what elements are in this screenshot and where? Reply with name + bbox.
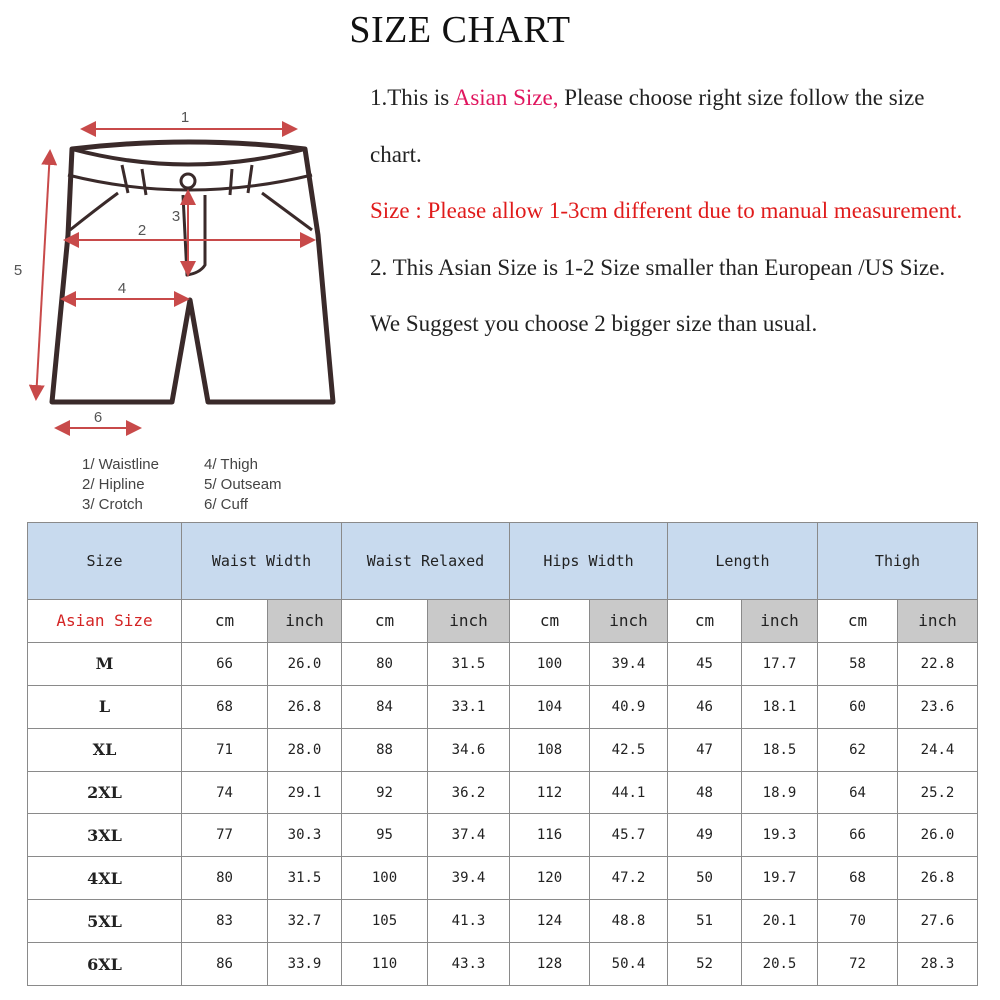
size-rows (28, 643, 978, 986)
cell-length-cm: 52 (668, 943, 742, 986)
cell-length-inch: 18.5 (742, 728, 818, 771)
note-size-suggestion: 2. This Asian Size is 1-2 Size smaller than European /US Size. We Suggest you choose 2 bigger size than usual. (370, 254, 946, 336)
cell-thigh-cm: 58 (818, 643, 898, 686)
legend-outseam: 5/ Outseam (204, 476, 282, 493)
table-row (28, 814, 978, 857)
cell-hips-width-inch: 39.4 (590, 643, 668, 686)
cell-hips-width-inch: 48.8 (590, 900, 668, 943)
note-asian-size (370, 70, 970, 183)
cell-thigh-cm: 62 (818, 728, 898, 771)
cell-hips-width-inch: 50.4 (590, 943, 668, 986)
marker-4: 4 (117, 280, 127, 297)
table-row (28, 771, 978, 814)
header-row (28, 523, 978, 600)
cell-waist-width-cm: 68 (182, 685, 268, 728)
unit-cm: cm (668, 599, 742, 642)
unit-inch: inch (898, 599, 978, 642)
legend-waistline: 1/ Waistline (82, 456, 159, 473)
cell-length-cm: 45 (668, 643, 742, 686)
legend-col-right (204, 455, 282, 515)
cell-waist-relaxed-cm: 95 (342, 814, 428, 857)
cell-waist-width-cm: 80 (182, 857, 268, 900)
cell-hips-width-cm: 112 (510, 771, 590, 814)
cell-waist-relaxed-cm: 92 (342, 771, 428, 814)
marker-3: 3 (171, 208, 181, 225)
cell-waist-relaxed-inch: 37.4 (428, 814, 510, 857)
size-table (27, 522, 978, 986)
cell-thigh-inch: 28.3 (898, 943, 978, 986)
cell-hips-width-cm: 108 (510, 728, 590, 771)
marker-5: 5 (13, 262, 23, 279)
cell-thigh-inch: 22.8 (898, 643, 978, 686)
cell-hips-width-inch: 42.5 (590, 728, 668, 771)
shorts-diagram (0, 95, 340, 520)
marker-1: 1 (180, 109, 190, 126)
cell-size: L (28, 685, 182, 728)
cell-hips-width-cm: 120 (510, 857, 590, 900)
cell-waist-relaxed-cm: 105 (342, 900, 428, 943)
header-length: Length (668, 523, 818, 600)
cell-thigh-cm: 64 (818, 771, 898, 814)
cell-length-inch: 20.5 (742, 943, 818, 986)
cell-hips-width-inch: 40.9 (590, 685, 668, 728)
note-text: 1.This is (370, 85, 454, 110)
note-text: Please choose right size follow the size chart. (370, 85, 925, 167)
cell-waist-relaxed-cm: 84 (342, 685, 428, 728)
unit-inch: inch (742, 599, 818, 642)
cell-size: 5XL (28, 900, 182, 943)
cell-length-inch: 18.1 (742, 685, 818, 728)
table-row (28, 728, 978, 771)
cell-length-inch: 20.1 (742, 900, 818, 943)
cell-hips-width-cm: 100 (510, 643, 590, 686)
cell-length-cm: 50 (668, 857, 742, 900)
cell-waist-width-inch: 33.9 (268, 943, 342, 986)
cell-waist-relaxed-inch: 31.5 (428, 643, 510, 686)
table-row (28, 685, 978, 728)
cell-length-inch: 17.7 (742, 643, 818, 686)
cell-length-inch: 18.9 (742, 771, 818, 814)
cell-thigh-cm: 68 (818, 857, 898, 900)
cell-thigh-inch: 27.6 (898, 900, 978, 943)
cell-waist-relaxed-cm: 100 (342, 857, 428, 900)
cell-length-cm: 51 (668, 900, 742, 943)
unit-inch: inch (428, 599, 510, 642)
cell-size: 3XL (28, 814, 182, 857)
cell-thigh-cm: 66 (818, 814, 898, 857)
cell-thigh-inch: 26.0 (898, 814, 978, 857)
cell-waist-relaxed-inch: 43.3 (428, 943, 510, 986)
page-title: SIZE CHART (349, 9, 571, 51)
header-hips-width: Hips Width (510, 523, 668, 600)
cell-waist-width-inch: 28.0 (268, 728, 342, 771)
cell-size: 2XL (28, 771, 182, 814)
cell-hips-width-inch: 47.2 (590, 857, 668, 900)
cell-length-inch: 19.7 (742, 857, 818, 900)
cell-waist-relaxed-cm: 110 (342, 943, 428, 986)
marker-6: 6 (93, 409, 103, 426)
table-row (28, 900, 978, 943)
cell-length-cm: 47 (668, 728, 742, 771)
asian-size-highlight: Asian Size, (453, 85, 559, 110)
cell-length-cm: 48 (668, 771, 742, 814)
unit-cm: cm (818, 599, 898, 642)
cell-length-inch: 19.3 (742, 814, 818, 857)
header-size: Size (28, 523, 182, 600)
table-row (28, 943, 978, 986)
size-notes (370, 70, 970, 353)
cell-waist-width-inch: 31.5 (268, 857, 342, 900)
cell-length-cm: 46 (668, 685, 742, 728)
cell-waist-relaxed-inch: 34.6 (428, 728, 510, 771)
cell-waist-relaxed-cm: 80 (342, 643, 428, 686)
cell-waist-width-inch: 26.0 (268, 643, 342, 686)
cell-waist-width-cm: 74 (182, 771, 268, 814)
cell-thigh-cm: 72 (818, 943, 898, 986)
cell-waist-width-cm: 77 (182, 814, 268, 857)
cell-hips-width-inch: 45.7 (590, 814, 668, 857)
unit-cm: cm (342, 599, 428, 642)
cell-size: M (28, 643, 182, 686)
shorts-outline (52, 142, 333, 402)
legend-cuff: 6/ Cuff (204, 496, 248, 513)
cell-hips-width-cm: 104 (510, 685, 590, 728)
cell-thigh-inch: 23.6 (898, 685, 978, 728)
cell-length-cm: 49 (668, 814, 742, 857)
legend-hipline: 2/ Hipline (82, 476, 145, 493)
header-waist-width: Waist Width (182, 523, 342, 600)
cell-thigh-cm: 70 (818, 900, 898, 943)
cell-waist-relaxed-inch: 39.4 (428, 857, 510, 900)
cell-waist-width-cm: 83 (182, 900, 268, 943)
outseam-arrow (36, 151, 50, 399)
legend-thigh: 4/ Thigh (204, 456, 258, 473)
note-measurement: Size : Please allow 1-3cm different due to manual measurement. (370, 198, 963, 223)
cell-waist-width-inch: 26.8 (268, 685, 342, 728)
cell-size: XL (28, 728, 182, 771)
cell-hips-width-cm: 128 (510, 943, 590, 986)
legend-col-left (82, 455, 159, 515)
unit-row (28, 599, 978, 642)
cell-hips-width-inch: 44.1 (590, 771, 668, 814)
unit-cm: cm (182, 599, 268, 642)
marker-2: 2 (137, 222, 147, 239)
cell-waist-width-inch: 29.1 (268, 771, 342, 814)
cell-waist-width-cm: 71 (182, 728, 268, 771)
cell-thigh-cm: 60 (818, 685, 898, 728)
cell-waist-relaxed-cm: 88 (342, 728, 428, 771)
cell-hips-width-cm: 116 (510, 814, 590, 857)
cell-waist-relaxed-inch: 36.2 (428, 771, 510, 814)
cell-waist-width-inch: 30.3 (268, 814, 342, 857)
unit-inch: inch (268, 599, 342, 642)
cell-thigh-inch: 26.8 (898, 857, 978, 900)
cell-thigh-inch: 24.4 (898, 728, 978, 771)
unit-inch: inch (590, 599, 668, 642)
cell-size: 6XL (28, 943, 182, 986)
header-thigh: Thigh (818, 523, 978, 600)
legend-crotch: 3/ Crotch (82, 496, 143, 513)
table-row (28, 857, 978, 900)
cell-size: 4XL (28, 857, 182, 900)
header-waist-relaxed: Waist Relaxed (342, 523, 510, 600)
cell-waist-width-cm: 66 (182, 643, 268, 686)
cell-hips-width-cm: 124 (510, 900, 590, 943)
cell-waist-width-inch: 32.7 (268, 900, 342, 943)
cell-waist-relaxed-inch: 41.3 (428, 900, 510, 943)
unit-cm: cm (510, 599, 590, 642)
cell-waist-width-cm: 86 (182, 943, 268, 986)
table-row (28, 643, 978, 686)
cell-waist-relaxed-inch: 33.1 (428, 685, 510, 728)
button-shape (181, 174, 195, 188)
cell-thigh-inch: 25.2 (898, 771, 978, 814)
asian-size-label: Asian Size (28, 599, 182, 642)
